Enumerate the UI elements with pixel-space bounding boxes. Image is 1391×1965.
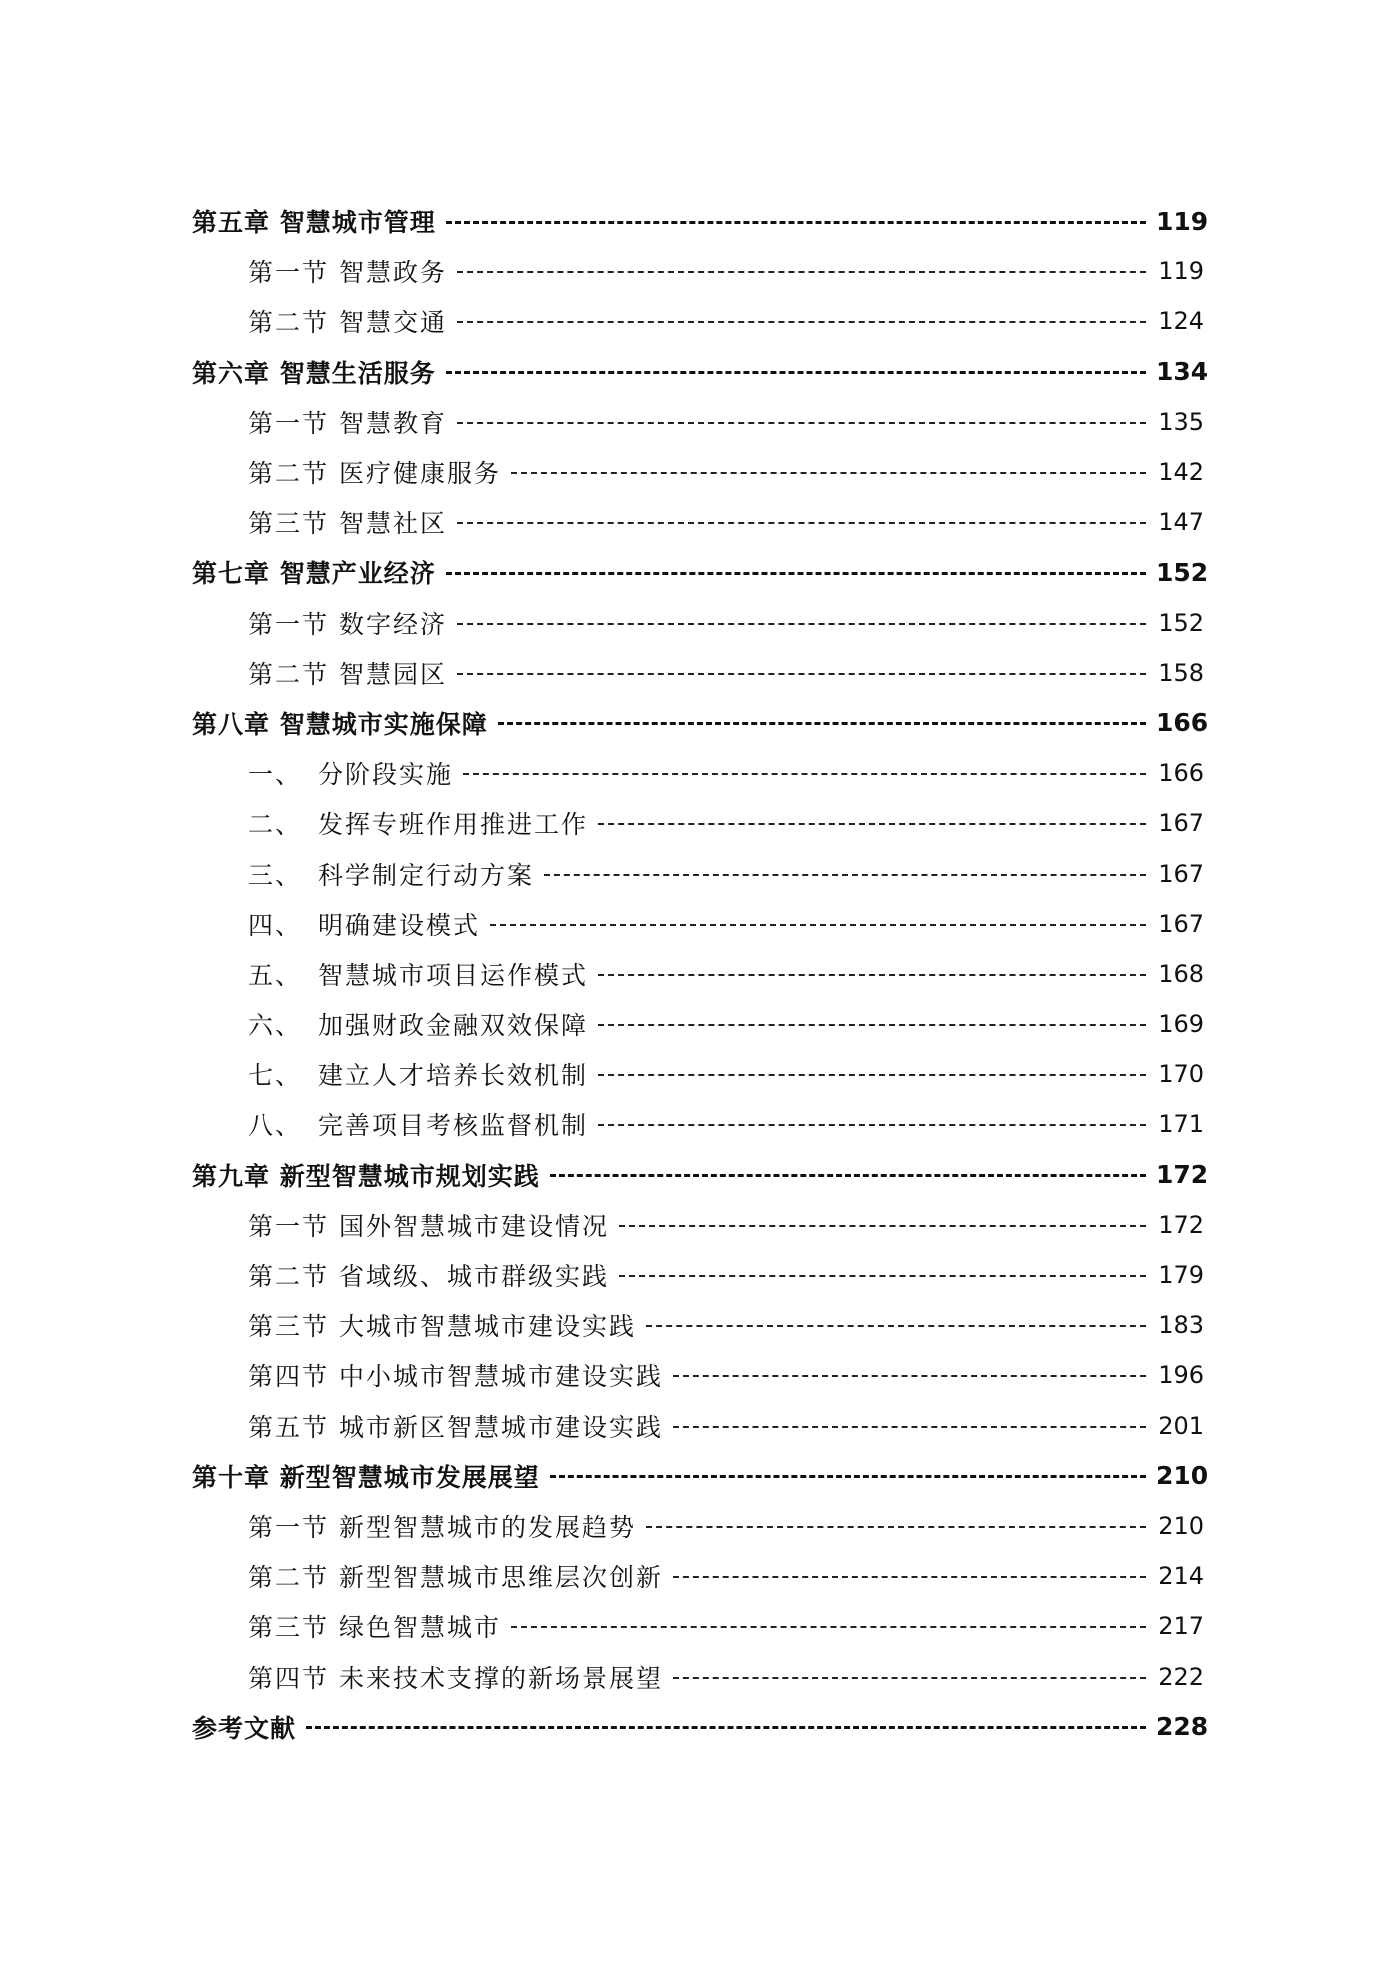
toc-entry-label: 五、 <box>248 960 303 990</box>
toc-entry-chapter[interactable] <box>192 1702 1209 1752</box>
toc-entry-item[interactable] <box>192 949 1204 999</box>
toc-entry-label: 八、 <box>248 1111 303 1141</box>
toc-page-number: 119 <box>1156 206 1209 236</box>
toc-page-number: 167 <box>1158 809 1204 838</box>
toc-page-number: 158 <box>1158 658 1204 687</box>
dot-leader <box>457 422 1146 424</box>
toc-entry-title <box>192 1307 646 1343</box>
toc-entry-heading: 智慧城市管理 <box>279 208 436 238</box>
toc-entry-title <box>192 1056 598 1092</box>
toc-entry-label: 第四节 <box>248 1663 330 1693</box>
toc-entry-title <box>192 1106 598 1142</box>
table-of-contents <box>192 196 1209 1752</box>
toc-entry-section[interactable] <box>192 1401 1204 1451</box>
toc-entry-title <box>192 856 544 892</box>
toc-entry-section[interactable] <box>192 1350 1204 1400</box>
toc-page-number: 170 <box>1158 1060 1204 1089</box>
toc-entry-title <box>192 755 463 791</box>
toc-entry-heading: 智慧园区 <box>338 659 447 689</box>
dot-leader <box>598 1124 1146 1126</box>
toc-entry-label: 第七章 <box>192 559 271 589</box>
dot-leader <box>673 1677 1146 1679</box>
toc-entry-item[interactable] <box>192 848 1204 898</box>
toc-entry-title <box>192 1408 673 1444</box>
toc-page-number: 183 <box>1158 1311 1204 1340</box>
dot-leader <box>619 1225 1146 1227</box>
dot-leader <box>457 673 1146 675</box>
toc-entry-title <box>192 1157 550 1193</box>
dot-leader <box>673 1375 1146 1377</box>
toc-entry-heading: 加强财政金融双效保障 <box>318 1011 589 1041</box>
dot-leader <box>457 321 1146 323</box>
dot-leader <box>550 1174 1146 1177</box>
dot-leader <box>598 974 1146 976</box>
toc-entry-section[interactable] <box>192 1501 1204 1551</box>
toc-entry-label: 七、 <box>248 1061 303 1091</box>
toc-page-number: 210 <box>1156 1461 1209 1491</box>
toc-page-number: 142 <box>1158 458 1204 487</box>
toc-entry-label: 第二节 <box>248 659 330 689</box>
toc-entry-title <box>192 1558 673 1594</box>
toc-entry-label: 三、 <box>248 860 303 890</box>
toc-entry-title <box>192 454 511 490</box>
toc-entry-title <box>192 705 498 741</box>
toc-entry-title <box>192 504 457 540</box>
toc-entry-label: 第三节 <box>248 1312 330 1342</box>
toc-page-number: 201 <box>1158 1411 1204 1440</box>
toc-entry-title <box>192 805 598 841</box>
dot-leader <box>457 522 1146 524</box>
toc-entry-heading: 明确建设模式 <box>318 910 481 940</box>
toc-entry-item[interactable] <box>192 899 1204 949</box>
toc-entry-title <box>192 605 457 641</box>
toc-page-number: 217 <box>1158 1612 1204 1641</box>
toc-page-number: 166 <box>1158 759 1204 788</box>
toc-page-number: 134 <box>1156 357 1209 387</box>
toc-entry-item[interactable] <box>192 1049 1204 1099</box>
toc-page-number: 119 <box>1158 257 1204 286</box>
toc-entry-section[interactable] <box>192 1551 1204 1601</box>
toc-entry-section[interactable] <box>192 648 1204 698</box>
dot-leader <box>598 1074 1146 1076</box>
toc-page-number: 169 <box>1158 1010 1204 1039</box>
dot-leader <box>598 1024 1146 1026</box>
toc-page-number: 167 <box>1158 909 1204 938</box>
toc-entry-heading: 新型智慧城市的发展趋势 <box>338 1512 636 1542</box>
toc-entry-heading: 智慧交通 <box>338 308 447 338</box>
toc-page-number: 172 <box>1158 1210 1204 1239</box>
toc-entry-title <box>192 354 446 390</box>
toc-entry-label: 第一节 <box>248 408 330 438</box>
toc-entry-label: 第五章 <box>192 208 271 238</box>
toc-entry-label: 第二节 <box>248 1262 330 1292</box>
dot-leader <box>511 1626 1146 1628</box>
toc-entry-heading: 绿色智慧城市 <box>338 1613 501 1643</box>
toc-entry-label: 第一节 <box>248 609 330 639</box>
toc-entry-title <box>192 303 457 339</box>
toc-entry-title <box>192 253 457 289</box>
toc-entry-title <box>192 1508 646 1544</box>
toc-entry-heading: 科学制定行动方案 <box>318 860 535 890</box>
toc-entry-section[interactable] <box>192 296 1204 346</box>
toc-entry-title <box>192 404 457 440</box>
toc-entry-heading: 智慧产业经济 <box>279 559 436 589</box>
toc-page-number: 214 <box>1158 1562 1204 1591</box>
toc-entry-section[interactable] <box>192 598 1204 648</box>
toc-page-number: 124 <box>1158 307 1204 336</box>
toc-page-number: 167 <box>1158 859 1204 888</box>
dot-leader <box>306 1726 1146 1729</box>
toc-entry-label: 第十章 <box>192 1462 271 1492</box>
toc-entry-heading: 新型智慧城市发展展望 <box>279 1462 540 1492</box>
toc-entry-label: 二、 <box>248 810 303 840</box>
toc-entry-heading: 医疗健康服务 <box>338 459 501 489</box>
toc-entry-heading: 智慧教育 <box>338 408 447 438</box>
toc-entry-title <box>192 1357 673 1393</box>
toc-entry-chapter[interactable] <box>192 1451 1209 1501</box>
toc-page-number: 135 <box>1158 407 1204 436</box>
toc-entry-label: 第三节 <box>248 509 330 539</box>
toc-entry-title <box>192 1257 619 1293</box>
toc-entry-section[interactable] <box>192 1601 1204 1651</box>
toc-entry-label: 第六章 <box>192 358 271 388</box>
toc-entry-label: 第一节 <box>248 258 330 288</box>
dot-leader <box>619 1275 1146 1277</box>
toc-page-number: 168 <box>1158 959 1204 988</box>
toc-entry-label: 四、 <box>248 910 303 940</box>
toc-entry-title <box>192 203 446 239</box>
toc-entry-label: 第四节 <box>248 1362 330 1392</box>
dot-leader <box>598 823 1146 825</box>
dot-leader <box>673 1426 1146 1428</box>
toc-page-number: 222 <box>1158 1662 1204 1691</box>
toc-entry-label: 一、 <box>248 760 303 790</box>
toc-entry-title <box>192 906 490 942</box>
toc-entry-section[interactable] <box>192 1200 1204 1250</box>
toc-page-number: 179 <box>1158 1261 1204 1290</box>
toc-entry-label: 六、 <box>248 1011 303 1041</box>
dot-leader <box>544 874 1146 876</box>
toc-entry-section[interactable] <box>192 1651 1204 1701</box>
toc-entry-chapter[interactable] <box>192 1150 1209 1200</box>
toc-page-number: 152 <box>1158 608 1204 637</box>
toc-page-number: 172 <box>1156 1160 1209 1190</box>
toc-entry-heading: 省域级、城市群级实践 <box>338 1262 609 1292</box>
toc-entry-heading: 国外智慧城市建设情况 <box>338 1211 609 1241</box>
dot-leader <box>446 371 1146 374</box>
toc-entry-title <box>192 1659 673 1695</box>
toc-entry-title <box>192 554 446 590</box>
toc-entry-heading: 中小城市智慧城市建设实践 <box>338 1362 663 1392</box>
dot-leader <box>550 1475 1146 1478</box>
toc-entry-chapter[interactable] <box>192 347 1209 397</box>
toc-page-number: 210 <box>1158 1511 1204 1540</box>
toc-entry-label: 第九章 <box>192 1161 271 1191</box>
toc-entry-title <box>192 1207 619 1243</box>
toc-page-number: 152 <box>1156 557 1209 587</box>
toc-entry-heading: 智慧政务 <box>338 258 447 288</box>
toc-entry-section[interactable] <box>192 246 1204 296</box>
toc-entry-title <box>192 655 457 691</box>
toc-entry-label: 第八章 <box>192 709 271 739</box>
toc-entry-label: 第五节 <box>248 1412 330 1442</box>
toc-entry-label: 第一节 <box>248 1211 330 1241</box>
toc-entry-label: 第二节 <box>248 459 330 489</box>
toc-entry-item[interactable] <box>192 798 1204 848</box>
toc-entry-title <box>192 1608 511 1644</box>
toc-entry-section[interactable] <box>192 497 1204 547</box>
toc-entry-section[interactable] <box>192 447 1204 497</box>
toc-entry-heading: 数字经济 <box>338 609 447 639</box>
toc-page-number: 171 <box>1158 1110 1204 1139</box>
toc-entry-heading: 建立人才培养长效机制 <box>318 1061 589 1091</box>
toc-entry-section[interactable] <box>192 1250 1204 1300</box>
dot-leader <box>498 722 1146 725</box>
toc-entry-heading: 新型智慧城市思维层次创新 <box>338 1563 663 1593</box>
toc-entry-heading: 智慧生活服务 <box>279 358 436 388</box>
toc-entry-heading: 未来技术支撑的新场景展望 <box>338 1663 663 1693</box>
toc-entry-item[interactable] <box>192 999 1204 1049</box>
toc-entry-title <box>192 956 598 992</box>
toc-entry-label: 第一节 <box>248 1512 330 1542</box>
dot-leader <box>646 1325 1146 1327</box>
dot-leader <box>446 572 1146 575</box>
toc-page-number: 166 <box>1156 708 1209 738</box>
toc-entry-heading: 分阶段实施 <box>318 760 454 790</box>
toc-entry-label: 第三节 <box>248 1613 330 1643</box>
dot-leader <box>673 1576 1146 1578</box>
dot-leader <box>446 221 1146 224</box>
toc-entry-chapter[interactable] <box>192 547 1209 597</box>
dot-leader <box>463 773 1146 775</box>
dot-leader <box>457 271 1146 273</box>
toc-entry-label: 第二节 <box>248 308 330 338</box>
toc-page-number: 228 <box>1156 1712 1209 1742</box>
toc-page-number: 147 <box>1158 508 1204 537</box>
toc-entry-heading: 智慧城市实施保障 <box>279 709 488 739</box>
dot-leader <box>646 1526 1146 1528</box>
toc-entry-label: 第二节 <box>248 1563 330 1593</box>
dot-leader <box>457 623 1146 625</box>
toc-entry-heading: 发挥专班作用推进工作 <box>318 810 589 840</box>
toc-entry-heading: 城市新区智慧城市建设实践 <box>338 1412 663 1442</box>
toc-entry-heading: 智慧城市项目运作模式 <box>318 960 589 990</box>
toc-page-number: 196 <box>1158 1361 1204 1390</box>
toc-entry-heading: 智慧社区 <box>338 509 447 539</box>
toc-entry-section[interactable] <box>192 1300 1204 1350</box>
dot-leader <box>490 924 1146 926</box>
toc-entry-heading: 大城市智慧城市建设实践 <box>338 1312 636 1342</box>
dot-leader <box>511 472 1146 474</box>
toc-entry-title <box>192 1709 306 1745</box>
toc-entry-chapter[interactable] <box>192 196 1209 246</box>
toc-entry-title <box>192 1458 550 1494</box>
toc-entry-chapter[interactable] <box>192 698 1209 748</box>
toc-entry-item[interactable] <box>192 748 1204 798</box>
toc-entry-title <box>192 1006 598 1042</box>
toc-entry-heading: 新型智慧城市规划实践 <box>279 1161 540 1191</box>
toc-entry-section[interactable] <box>192 397 1204 447</box>
toc-entry-label: 参考文献 <box>192 1713 297 1743</box>
toc-entry-heading: 完善项目考核监督机制 <box>318 1111 589 1141</box>
toc-entry-item[interactable] <box>192 1099 1204 1149</box>
